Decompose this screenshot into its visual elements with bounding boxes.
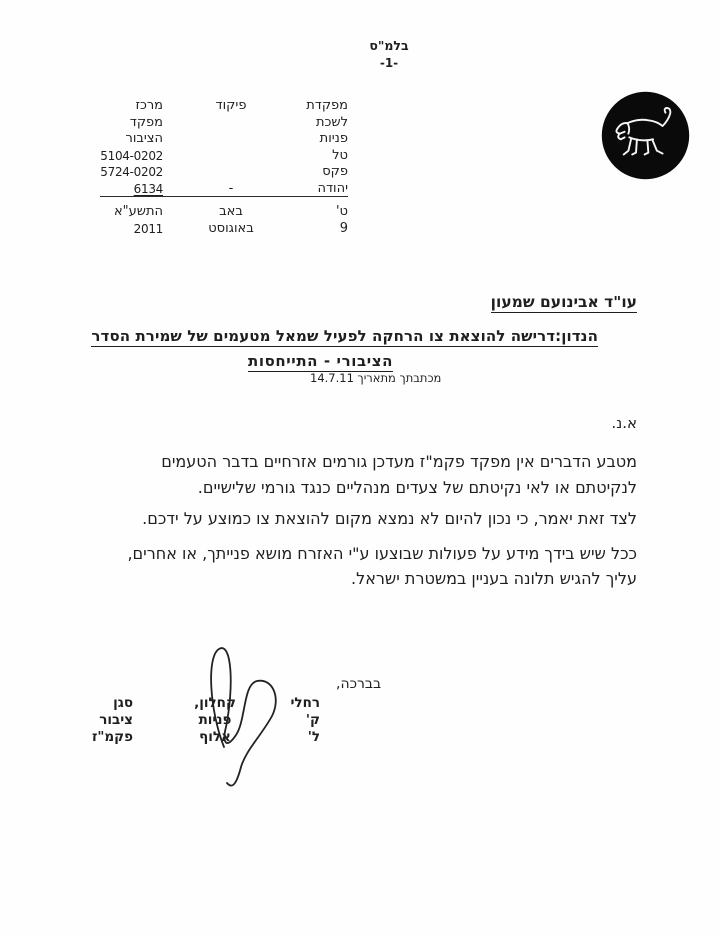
letterhead-cell: הציבור bbox=[125, 131, 163, 146]
central-command-lion-logo-icon bbox=[598, 88, 693, 183]
classification-marking: בלמ"ס bbox=[369, 38, 409, 53]
letterhead-row-hebrew-date bbox=[100, 204, 348, 221]
letterhead-row-date bbox=[100, 221, 348, 238]
letterhead-row bbox=[100, 115, 348, 132]
salutation: א.נ. bbox=[611, 414, 637, 432]
letterhead-cell: מפקדת bbox=[306, 98, 348, 113]
paragraph bbox=[92, 541, 637, 592]
letterhead-cell: פיקוד bbox=[215, 98, 247, 113]
year: 2011 bbox=[133, 221, 163, 236]
body-line: ככל שיש בידך מידע על פעולות שבוצעו ע"י האזרח מושא פנייתך, או אחרים, bbox=[127, 543, 637, 563]
subject-line-1: הנדון:דרישה להוצאת צו הרחקה לפעיל שמאל מטעמים של שמירת הסדר bbox=[91, 327, 598, 345]
letterhead-row-phone bbox=[100, 148, 348, 165]
phone-number: 5104-0202 bbox=[100, 148, 163, 163]
paragraph bbox=[92, 506, 637, 532]
page-number: -1- bbox=[379, 56, 399, 70]
body-line: מטבע הדברים אין מפקד פקמ"ז מעדכן גורמים אזרחיים בדבר הטעמים bbox=[161, 452, 637, 471]
handwritten-signature bbox=[193, 632, 293, 797]
letterhead-cell: מרכז bbox=[135, 98, 163, 113]
letterhead-cell: פניות bbox=[319, 131, 348, 146]
letterhead-cell: באב bbox=[219, 204, 243, 219]
closing-phrase: בברכה, bbox=[336, 676, 382, 692]
letterhead-cell: מפקד bbox=[129, 114, 163, 130]
signatory-cell: ציבור bbox=[99, 712, 133, 728]
reference-to-letter: מכתבתך מתאריך 14.7.11 bbox=[310, 371, 442, 385]
letterhead-cell bbox=[187, 131, 275, 148]
body-line: לצד זאת יאמר, כי נכון להיום לא נמצא מקום להוצאת צו כמוצע על ידכם. bbox=[142, 509, 637, 528]
body-line: עליך להגיש תלונה בעניין במשטרת ישראל. bbox=[351, 569, 637, 588]
letterhead-row bbox=[100, 131, 348, 148]
letterhead-cell bbox=[187, 115, 275, 132]
letterhead-cell: יהודה bbox=[317, 180, 348, 196]
letterhead-cell bbox=[187, 164, 275, 181]
letterhead-cell: - bbox=[228, 180, 234, 196]
letter-body bbox=[92, 449, 637, 598]
body-line: לנקיטתם או לאי נקיטתם של צעדים מנהליים כנגד גורמי שלישיים. bbox=[197, 477, 637, 497]
recipient-name: עו"ד אבינועם שמעון bbox=[490, 293, 637, 311]
letterhead-cell: לשכת bbox=[315, 114, 348, 130]
letterhead-cell: טל bbox=[332, 147, 348, 163]
signatory-cell: אלוף bbox=[199, 729, 231, 745]
letterhead-cell: באוגוסט bbox=[208, 220, 254, 236]
zip-code: 6134 bbox=[133, 181, 163, 196]
signatory-cell: סגן bbox=[113, 695, 133, 711]
letterhead-row bbox=[100, 98, 348, 115]
letterhead-block bbox=[100, 98, 348, 237]
signatory-cell: פקמ"ז bbox=[91, 729, 133, 745]
signatory-cell: ל' bbox=[307, 729, 320, 745]
signatory-cell: פניות bbox=[198, 712, 232, 728]
subject-line-2: הציבורי - התייחסות bbox=[248, 352, 394, 370]
signatory-cell: ק' bbox=[305, 712, 320, 728]
letterhead-cell: 9 bbox=[339, 220, 348, 236]
signatory-cell: רחלי bbox=[290, 695, 320, 711]
signatory-cell: קחלון, bbox=[194, 695, 236, 711]
letterhead-row-address bbox=[100, 181, 348, 198]
letterhead-cell: פקס bbox=[322, 164, 348, 179]
letterhead-cell: ט' bbox=[335, 204, 348, 219]
letterhead-row-fax bbox=[100, 164, 348, 181]
fax-number: 5724-0202 bbox=[100, 165, 163, 179]
letterhead-cell bbox=[187, 148, 275, 165]
paragraph bbox=[92, 449, 637, 500]
letterhead-cell: התשע"א bbox=[113, 204, 163, 219]
